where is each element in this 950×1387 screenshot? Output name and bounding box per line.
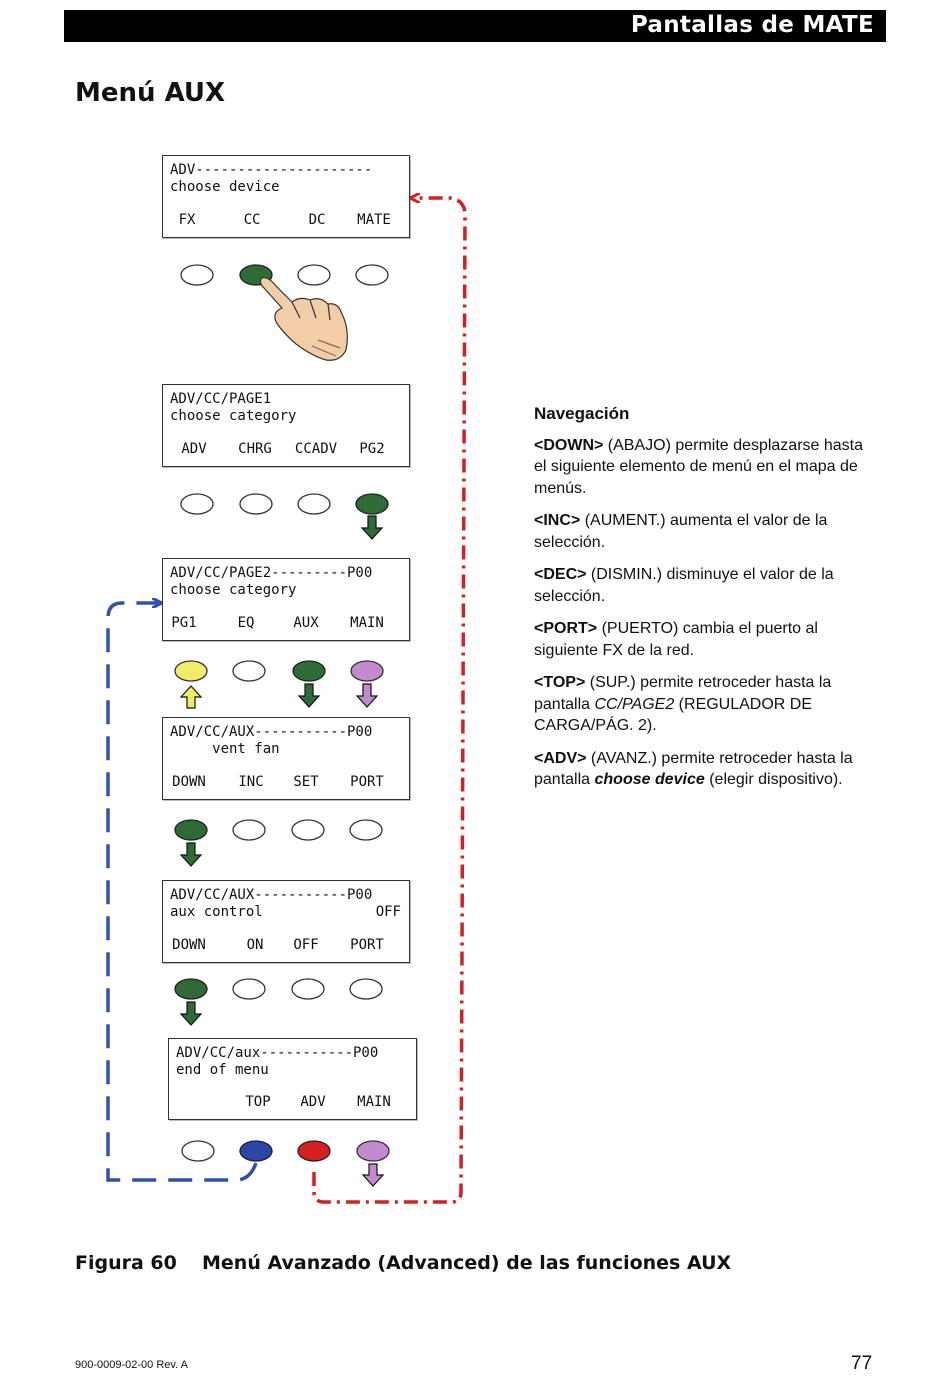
softkey-label: ADV bbox=[300, 1094, 326, 1110]
softkey-label: MAIN bbox=[357, 1094, 391, 1110]
arrow-down-icon bbox=[181, 1002, 201, 1025]
screen-line-1: ADV--------------------- bbox=[170, 162, 373, 178]
arrow-down-icon bbox=[299, 684, 319, 707]
document-number: 900-0009-02-00 Rev. A bbox=[75, 1359, 188, 1371]
softkey-button[interactable] bbox=[350, 820, 382, 840]
nav-key: <INC> bbox=[534, 512, 581, 529]
screen-line-2: vent fan bbox=[170, 741, 280, 757]
softkey-label: ON bbox=[246, 937, 264, 953]
softkey-label: PORT bbox=[350, 774, 384, 790]
nav-italic: CC/PAGE2 bbox=[594, 695, 675, 713]
nav-item-adv bbox=[534, 748, 864, 791]
nav-key: <TOP> bbox=[534, 674, 586, 691]
softkey-label: CC bbox=[243, 212, 261, 228]
arrow-down-icon bbox=[181, 843, 201, 866]
figure-caption bbox=[75, 1252, 732, 1274]
screen-line-2: choose device bbox=[170, 179, 280, 195]
nav-key: <DOWN> bbox=[534, 436, 604, 454]
softkey-button[interactable] bbox=[181, 494, 213, 514]
softkey-button[interactable] bbox=[175, 661, 207, 681]
softkey-button[interactable] bbox=[356, 494, 388, 514]
arrow-down-icon bbox=[363, 1164, 383, 1186]
nav-text: (PUERTO) cambia el puerto al siguiente FX de la red. bbox=[534, 620, 818, 659]
button-row-2 bbox=[181, 494, 388, 539]
nav-text: (elegir dispositivo). bbox=[704, 771, 843, 788]
softkey-label: MAIN bbox=[350, 615, 384, 631]
screen-line-1: ADV/CC/aux-----------P00 bbox=[176, 1045, 379, 1061]
nav-key: <ADV> bbox=[534, 749, 587, 767]
screen-line-1: ADV/CC/PAGE1 bbox=[170, 391, 272, 407]
softkey-label: CCADV bbox=[294, 441, 338, 457]
softkey-label: CHRG bbox=[238, 441, 272, 457]
softkey-button[interactable] bbox=[233, 979, 265, 999]
screen-line-1: ADV/CC/PAGE2---------P00 bbox=[170, 565, 373, 581]
softkey-button[interactable] bbox=[182, 1141, 214, 1161]
softkey-label: OFF bbox=[293, 937, 319, 953]
softkey-label: PG1 bbox=[171, 615, 197, 631]
softkey-button[interactable] bbox=[292, 820, 324, 840]
screen-line-2: end of menu bbox=[176, 1062, 269, 1078]
nav-item-down bbox=[534, 435, 864, 500]
softkey-button[interactable] bbox=[356, 265, 388, 285]
page-number: 77 bbox=[851, 1353, 873, 1374]
softkey-label: DOWN bbox=[172, 937, 206, 953]
nav-text: (REGULADOR DE CARGA/PÁG. 2). bbox=[534, 695, 813, 734]
nav-item-inc bbox=[534, 510, 864, 553]
nav-text: (AVANZ.) permite retroceder hasta la pantalla bbox=[534, 749, 853, 788]
softkey-button[interactable] bbox=[175, 820, 207, 840]
softkey-label: PG2 bbox=[359, 441, 385, 457]
button-row-4 bbox=[175, 820, 382, 866]
softkey-button[interactable] bbox=[298, 1141, 330, 1161]
softkey-button[interactable] bbox=[240, 494, 272, 514]
nav-item-dec bbox=[534, 564, 864, 607]
softkey-label: FX bbox=[178, 212, 196, 228]
return-path-blue bbox=[108, 603, 256, 1180]
softkey-button[interactable] bbox=[175, 979, 207, 999]
screen-line-2: choose category bbox=[170, 408, 297, 424]
softkey-button[interactable] bbox=[181, 265, 213, 285]
navigation-panel bbox=[534, 403, 864, 802]
button-row-3 bbox=[175, 661, 383, 708]
softkey-label: ADV bbox=[181, 441, 207, 457]
softkey-label: EQ bbox=[237, 615, 255, 631]
softkey-label: DOWN bbox=[172, 774, 206, 790]
button-row-1 bbox=[181, 265, 388, 285]
softkey-button[interactable] bbox=[233, 820, 265, 840]
softkey-label: DC bbox=[308, 212, 326, 228]
screen-line-1: ADV/CC/AUX-----------P00 bbox=[170, 887, 373, 903]
nav-key: <DEC> bbox=[534, 566, 587, 583]
nav-text: (DISMIN.) disminuye el valor de la selección. bbox=[534, 566, 834, 605]
softkey-label: AUX bbox=[293, 615, 319, 631]
figure-label: Figura 60 bbox=[75, 1252, 177, 1274]
softkey-button[interactable] bbox=[357, 1141, 389, 1161]
nav-item-port bbox=[534, 618, 864, 661]
softkey-label: TOP bbox=[245, 1094, 271, 1110]
softkey-button[interactable] bbox=[240, 1141, 272, 1161]
nav-text: (SUP.) permite retroceder hasta la pantalla bbox=[534, 674, 832, 713]
section-title: Menú AUX bbox=[75, 78, 226, 108]
softkey-label: INC bbox=[238, 774, 264, 790]
screen-line-2-value: OFF bbox=[375, 904, 401, 920]
softkey-button[interactable] bbox=[233, 661, 265, 681]
pointing-hand-icon bbox=[260, 278, 347, 361]
nav-text: (AUMENT.) aumenta el valor de la selección. bbox=[534, 512, 828, 551]
softkey-button[interactable] bbox=[298, 494, 330, 514]
arrow-down-icon bbox=[357, 684, 377, 707]
screen-line-2: choose category bbox=[170, 582, 297, 598]
softkey-button[interactable] bbox=[298, 265, 330, 285]
figure-title: Menú Avanzado (Advanced) de las funciones AUX bbox=[202, 1252, 732, 1274]
header-title: Pantallas de MATE bbox=[630, 12, 874, 38]
arrow-down-icon bbox=[362, 516, 382, 539]
softkey-button[interactable] bbox=[292, 979, 324, 999]
navigation-heading: Navegación bbox=[534, 404, 630, 423]
nav-text: (ABAJO) permite desplazarse hasta el siguiente elemento de menú en el mapa de menús. bbox=[534, 436, 864, 497]
button-row-5 bbox=[175, 979, 382, 1025]
arrow-up-icon bbox=[181, 686, 201, 708]
softkey-label: SET bbox=[293, 774, 319, 790]
softkey-button[interactable] bbox=[350, 979, 382, 999]
nav-item-top bbox=[534, 672, 864, 737]
softkey-button[interactable] bbox=[293, 661, 325, 681]
softkey-label: PORT bbox=[350, 937, 384, 953]
softkey-button[interactable] bbox=[351, 661, 383, 681]
screen-line-2: aux control bbox=[170, 904, 263, 920]
softkey-label: MATE bbox=[357, 212, 391, 228]
nav-bold-italic: choose device bbox=[594, 771, 705, 788]
nav-key: <PORT> bbox=[534, 620, 598, 637]
screen-line-1: ADV/CC/AUX-----------P00 bbox=[170, 724, 373, 740]
